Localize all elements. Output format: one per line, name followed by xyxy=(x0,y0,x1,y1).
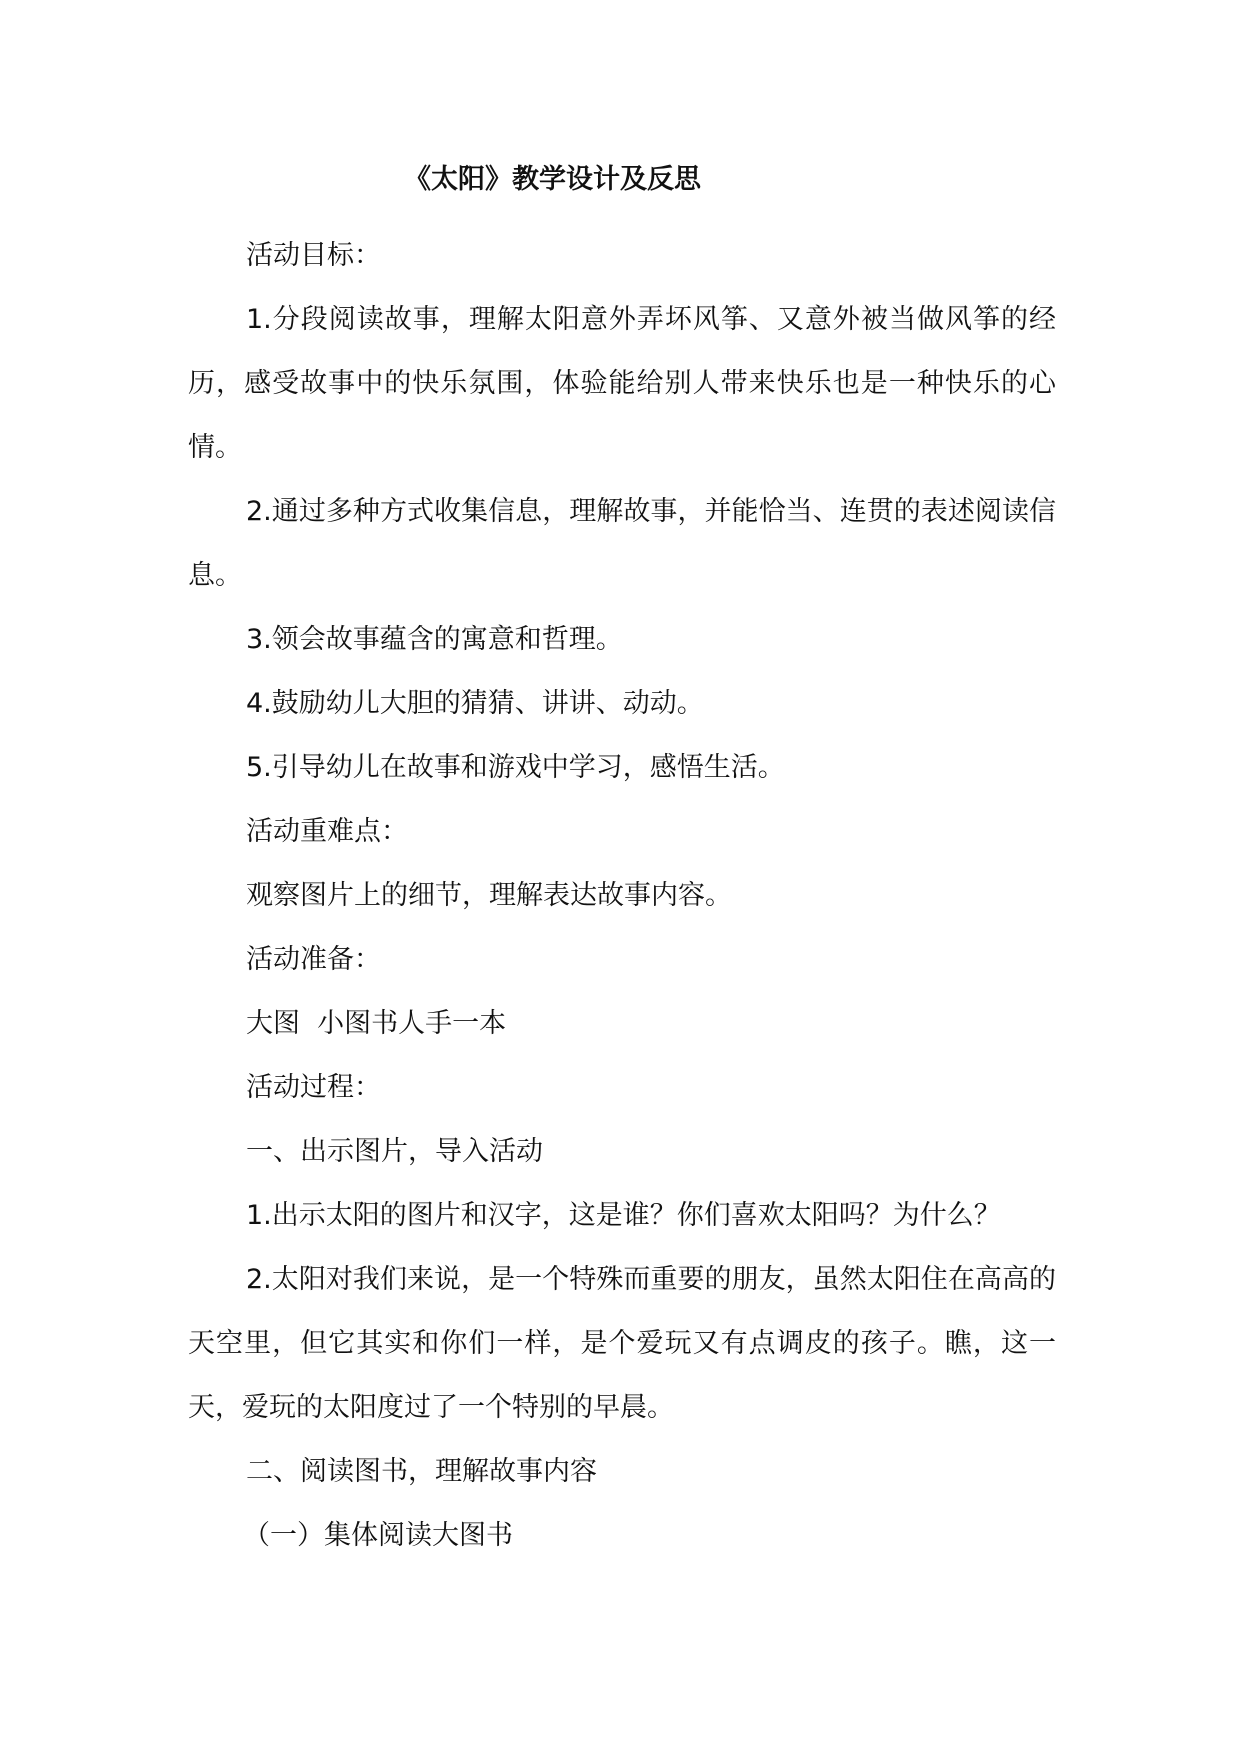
document-body xyxy=(188,224,1056,1568)
paragraph-goal-5: 5.引导幼儿在故事和游戏中学习，感悟生活。 xyxy=(246,752,785,783)
paragraph-goal-3: 3.领会故事蕴含的寓意和哲理。 xyxy=(246,624,623,655)
paragraph-goal-2: 2.通过多种方式收集信息，理解故事，并能恰当、连贯的表述阅读信息。 xyxy=(188,496,1056,591)
paragraph-subsection-1-heading: （一）集体阅读大图书 xyxy=(243,1520,513,1551)
paragraph-preparation: 大图 小图书人手一本 xyxy=(246,1008,507,1039)
paragraph-section-2-heading: 二、阅读图书，理解故事内容 xyxy=(246,1456,597,1487)
paragraph-process-heading: 活动过程： xyxy=(246,1072,381,1103)
paragraph-section-1-heading: 一、出示图片，导入活动 xyxy=(246,1136,543,1167)
paragraph-step-2: 2.太阳对我们来说，是一个特殊而重要的朋友，虽然太阳住在高高的天空里，但它其实和你们一样，是个爱玩又有点调皮的孩子。瞧，这一天，爱玩的太阳度过了一个特别的早晨。 xyxy=(188,1264,1056,1423)
paragraph-key-points-heading: 活动重难点： xyxy=(246,816,408,847)
paragraph-goal-4: 4.鼓励幼儿大胆的猜猜、讲讲、动动。 xyxy=(246,688,704,719)
document-title: 《太阳》教学设计及反思 xyxy=(404,164,701,195)
paragraph-step-1: 1.出示太阳的图片和汉字，这是谁？你们喜欢太阳吗？为什么？ xyxy=(246,1200,1001,1231)
paragraph-goal-1: 1.分段阅读故事，理解太阳意外弄坏风筝、又意外被当做风筝的经历，感受故事中的快乐氛围，体验能给别人带来快乐也是一种快乐的心情。 xyxy=(188,304,1056,463)
paragraph-key-points: 观察图片上的细节，理解表达故事内容。 xyxy=(246,880,732,911)
paragraph-activity-goals-heading: 活动目标： xyxy=(246,240,381,271)
paragraph-preparation-heading: 活动准备： xyxy=(246,944,381,975)
